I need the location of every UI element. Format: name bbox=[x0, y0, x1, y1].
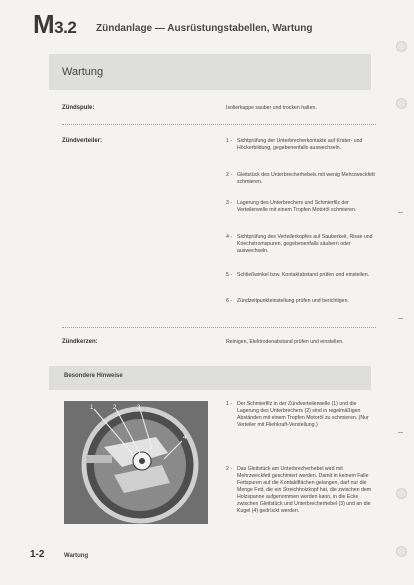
item-text: Sichtprüfung der Unterbrecherkontakte auf Krater- und Höckerbildung, gegebenenfalls auswechseln. bbox=[237, 138, 363, 151]
text-zuendkerzen: Reinigen, Elektrodenabstand prüfen und einstellen. bbox=[226, 339, 344, 345]
item-number: 6 - bbox=[226, 298, 233, 304]
item-text: Sichtprüfung des Verteilerkopfes auf Sauberkeit, Risse und Kriechstromspuren, gegebenenfalls säubern oder auswechseln. bbox=[237, 234, 373, 254]
label-zuendspule: Zündspule: bbox=[62, 105, 95, 111]
verteiler-item bbox=[226, 172, 376, 186]
callout-label: 2 bbox=[113, 405, 117, 411]
verteiler-item bbox=[226, 200, 376, 214]
section-title: Wartung bbox=[62, 66, 104, 78]
item-number: 3 - bbox=[226, 200, 233, 206]
binder-hole bbox=[396, 98, 407, 109]
binder-hole bbox=[396, 488, 407, 499]
verteiler-item bbox=[226, 138, 376, 152]
item-number: 5 - bbox=[226, 272, 233, 278]
item-number: 2 - bbox=[226, 172, 233, 178]
distributor-photo bbox=[64, 401, 208, 524]
item-number: 2 - bbox=[226, 466, 233, 472]
row-divider bbox=[62, 124, 376, 125]
callout-label: 4 bbox=[183, 435, 187, 441]
chapter-letter: M bbox=[33, 9, 55, 39]
chapter-code bbox=[33, 9, 76, 40]
item-text: Schließwinkel bzw. Kontaktabstand prüfen und einstellen. bbox=[237, 272, 370, 278]
note-item bbox=[226, 466, 376, 515]
binder-hole bbox=[396, 546, 407, 557]
item-text: Das Gleitstück am Unterbrecherhebel wird mit Mehrzweckfett geschmiert werden. Damit in keinem Falle Fettspuren auf die Kontaktflächen gelangen, darf nur die Menge Fett, die ein Streichholzkopf hat, die zwischen dem Holzspanne aufgenommen werden kann, in die Ecke zwischen Gleitstück und Unterbrecherhebel (3) und an die Kugel (4) gedrückt werden. bbox=[237, 466, 372, 514]
margin-tick bbox=[398, 432, 403, 433]
row-divider bbox=[62, 327, 376, 328]
notes-title: Besondere Hinweise bbox=[64, 373, 123, 379]
item-number: 4 - bbox=[226, 234, 233, 240]
label-zuendverteiler: Zündverteiler: bbox=[62, 138, 103, 144]
callout-label: 1 bbox=[90, 405, 94, 411]
item-text: Lagerung des Unterbrechers und Schmierfilz der Verteilerwelle mit einem Tropfen Motoröl schmieren. bbox=[237, 200, 357, 213]
label-zuendkerzen: Zündkerzen: bbox=[62, 339, 98, 345]
callout-label: 3 bbox=[137, 405, 141, 411]
item-text: Gleitstück des Unterbrecherhebels mit wenig Mehrzweckfett schmieren. bbox=[237, 172, 375, 185]
verteiler-item bbox=[226, 234, 376, 255]
item-number: 1 - bbox=[226, 138, 233, 144]
item-number: 1 - bbox=[226, 401, 233, 407]
margin-tick bbox=[398, 318, 403, 319]
verteiler-item bbox=[226, 272, 376, 279]
footer-text: Wartung bbox=[64, 553, 89, 559]
chapter-number: 3.2 bbox=[54, 18, 77, 37]
binder-hole bbox=[396, 41, 407, 52]
item-text: Zündzeitpunkteinstellung prüfen und berichtigen. bbox=[237, 298, 349, 304]
page-number: 1-2 bbox=[30, 549, 45, 560]
item-text: Der Schmierfilz in der Zündverteilerwelle (1) und die Lagerung des Unterbrechers (2) sind in regelmäßigen Abständen mit einem Tropfen Motoröl zu schmieren. (Nur Verteiler mit Fliehkraft-Verstellung.) bbox=[237, 401, 369, 428]
distributor-photo-image bbox=[64, 401, 208, 524]
verteiler-item bbox=[226, 298, 376, 305]
text-zuendspule: Isolierkappe sauber und trocken halten. bbox=[226, 105, 317, 111]
page-header-title: Zündanlage — Ausrüstungstabellen, Wartung bbox=[96, 23, 313, 34]
margin-tick bbox=[398, 212, 403, 213]
note-item bbox=[226, 401, 376, 429]
